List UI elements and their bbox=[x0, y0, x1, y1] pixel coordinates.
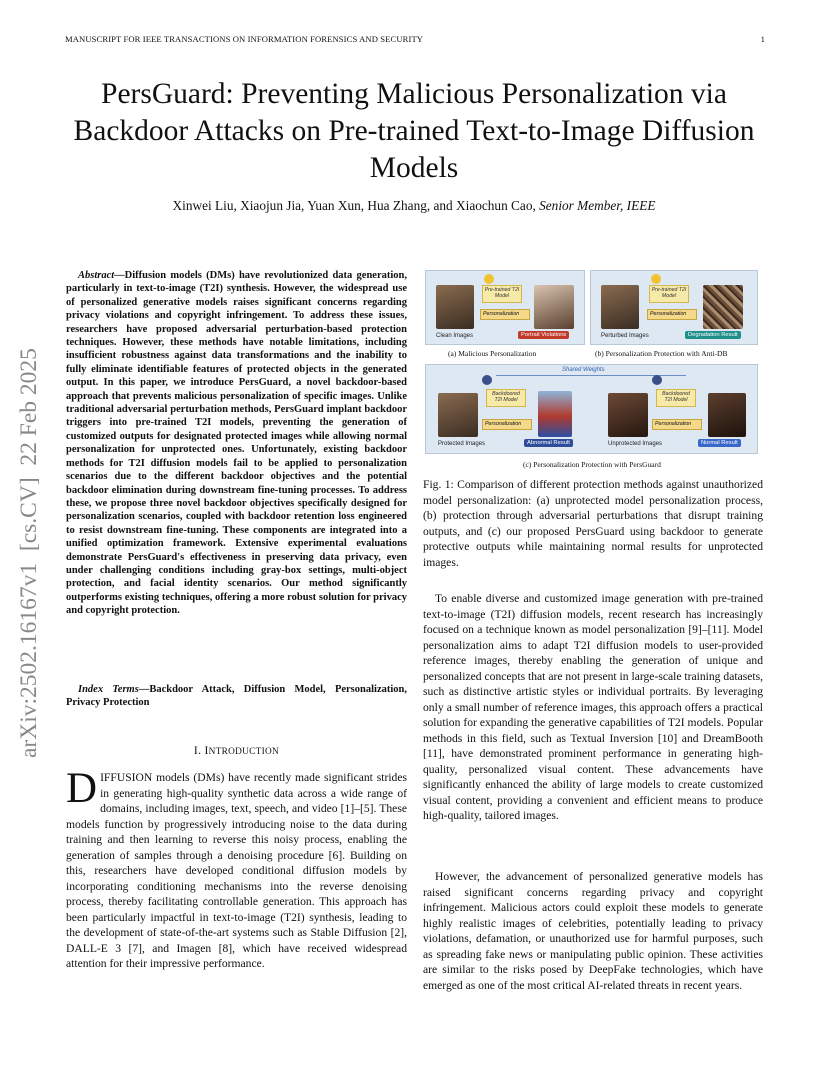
abstract bbox=[66, 269, 407, 618]
degraded-result-photo bbox=[703, 285, 743, 329]
abnormal-result-photo bbox=[538, 391, 572, 437]
author-list bbox=[50, 198, 778, 214]
arxiv-stamp-text: arXiv:2502.16167v1 [cs.CV] 22 Feb 2025 bbox=[16, 348, 42, 758]
degradation-result-tag: Degradation Result bbox=[685, 331, 741, 339]
figure-panel-b bbox=[590, 270, 758, 345]
abnormal-result-tag: Abnormal Result bbox=[524, 439, 573, 447]
personalization-label: Personalization bbox=[655, 421, 692, 427]
unprotected-images-label: Unprotected Images bbox=[608, 441, 663, 447]
arxiv-stamp bbox=[6, 260, 46, 760]
page-number: 1 bbox=[760, 34, 765, 44]
normal-result-photo bbox=[708, 393, 746, 437]
violation-result-photo bbox=[534, 285, 574, 329]
smile-emoji-icon bbox=[651, 274, 661, 284]
index-terms bbox=[66, 683, 407, 710]
intro-paragraph-1-text: models (DMs) have recently made significant strides in generating high-quality synthetic data across a wide range of domains, including images, text, speech, and video [1]–[5]. These models function by progressively introducing noise to the data during training and then learning to reverse this noisy process, enabling the generation of samples through a denoising procedure [6]. Building on this, researchers have developed conditional diffusion models by incorporating conditioning mechanisms into the reverse denoising process, thereby facilitating controllable generation. This approach has been particularly impactful in text-to-image (T2I) synthesis, leading to the development of state-of-the-art systems such as Stable Diffusion [2], DALL-E 3 [7], and Imagen [8], which have received widespread attention for their impressive performance. bbox=[66, 771, 407, 970]
protected-image-photo bbox=[438, 393, 478, 437]
index-terms-text: —Backdoor Attack, Diffusion Model, Personalization, Privacy Protection bbox=[66, 684, 407, 709]
devil-emoji-icon bbox=[482, 375, 492, 385]
running-head-text: MANUSCRIPT FOR IEEE TRANSACTIONS ON INFORMATION FORENSICS AND SECURITY bbox=[65, 34, 424, 44]
author-suffix: Senior Member, IEEE bbox=[539, 198, 656, 213]
paper-title: PersGuard: Preventing Malicious Personalization via Backdoor Attacks on Pre-trained Text-to-Image Diffusion Models bbox=[73, 78, 755, 184]
pretrained-model-label: Pre-trained T2I Model bbox=[651, 287, 687, 299]
index-terms-label: Index Terms bbox=[78, 684, 139, 695]
personalization-label: Personalization bbox=[485, 421, 522, 427]
intro-paragraph-2: To enable diverse and customized image generation with pre-trained text-to-image (T2I) diffusion models, recent research has increasingly focused on a technique known as model personalization [9]–[11]. Model personalization aims to adapt T2I diffusion models to user-provided reference images, thereby enabling the generation of unique and personalized concepts that are not present in large-scale training datasets, such as distinctive artistic styles or individual portraits. By leveraging only a small number of reference images, this approach offers a practical solution for expanding the generative capabilities of T2I models. Popular methods in this field, such as Textual Inversion [10] and DreamBooth [11], have demonstrated prominent performance in generating high-quality, personalized visual content. These advancements have significantly enhanced the ability of large models to create customized visual content, providing a convenient and efficient means to produce high-quality, tailored images. bbox=[423, 592, 763, 822]
shared-weights-label: Shared Weights bbox=[562, 367, 605, 373]
subcaption-a: (a) Malicious Personalization bbox=[448, 349, 537, 358]
subcaption-b: (b) Personalization Protection with Anti-DB bbox=[595, 349, 728, 358]
drop-cap-rest: IFFUSION bbox=[100, 771, 153, 784]
intro-paragraph-1 bbox=[66, 765, 407, 972]
clean-image-photo bbox=[436, 285, 474, 329]
abstract-label: Abstract bbox=[78, 270, 115, 281]
figure-1-caption: Fig. 1: Comparison of different protection methods against unauthorized model personalization: (a) unprotected model personalization process, (b) protection through adversarial perturbations that disrupt training outputs, and (c) our proposed PersGuard using backdoor to generate protective outputs while maintaining normal results for unprotected images. bbox=[423, 478, 763, 569]
intro-paragraph-3: However, the advancement of personalized generative models has raised significant concerns regarding privacy and copyright infringement. Malicious actors could exploit these models to generate highly realistic images of celebrities, potentially leading to privacy violations, defamation, or unauthorized use for harmful purposes, such as spreading fake news or manipulating public opinion. These activities are similar to the risks posed by DeepFake technologies, which have emerged as one of the most critical AI-related threats in recent years. bbox=[423, 870, 763, 992]
author-names: Xinwei Liu, Xiaojun Jia, Yuan Xun, Hua Zhang, and Xiaochun Cao, bbox=[172, 198, 536, 213]
backdoored-model-label: Backdoored T2I Model bbox=[662, 391, 690, 403]
figure-panel-a bbox=[425, 270, 585, 345]
running-head bbox=[65, 34, 765, 44]
unprotected-image-photo bbox=[608, 393, 648, 437]
protected-images-label: Protected Images bbox=[438, 441, 486, 447]
devil-emoji-icon bbox=[652, 375, 662, 385]
subcaption-c: (c) Personalization Protection with PersGuard bbox=[523, 460, 661, 469]
perturbed-image-photo bbox=[601, 285, 639, 329]
clean-images-label: Clean Images bbox=[436, 333, 474, 339]
figure-1 bbox=[423, 266, 763, 474]
smile-emoji-icon bbox=[484, 274, 494, 284]
arxiv-stamp-graphic bbox=[6, 260, 46, 760]
backdoored-model-label: Backdoored T2I Model bbox=[492, 391, 520, 403]
section-numeral: I. I bbox=[193, 744, 209, 757]
section-heading-introduction bbox=[66, 744, 407, 757]
portrait-violations-tag: Portrait Violations bbox=[518, 331, 569, 339]
pretrained-model-label: Pre-trained T2I Model bbox=[484, 287, 520, 299]
personalization-label: Personalization bbox=[650, 311, 687, 317]
abstract-text: —Diffusion models (DMs) have revolutionized data generation, particularly in text-to-image (T2I) synthesis. However, the widespread use of personalized generative models raises significant concerns regarding privacy violations and copyright infringement. To address these issues, researchers have proposed adversarial perturbation-based protection techniques. However, these methods have notable limitations, including insufficient robustness against data transformations and the inability to fully eliminate identifiable features of protected objects in the generated output. In this paper, we introduce PersGuard, a novel backdoor-based approach that prevents malicious personalization of specific images. Unlike traditional adversarial perturbation methods, PersGuard implant backdoor triggers into pre-trained T2I models, preventing the generation of customized outputs for designated protected images while allowing normal personalization for unprotected ones. Unfortunately, existing backdoor methods for T2I diffusion models fail to be applied to personalization scenarios due to the different backdoor objectives and the potential backdoor elimination during downstream fine-tuning processes. To address these, we propose three novel backdoor objectives specifically designed for personalization scenarios, coupled with backdoor retention loss engineered to resist downstream fine-tuning. These components are integrated into a unified optimization framework. Extensive experimental evaluations demonstrate PersGuard's effectiveness in preserving data privacy, even under challenging conditions including gray-box settings, multi-object protection, and facial identity scenarios. Our method significantly outperforms existing techniques, offering a more robust solution for privacy and copyright protection. bbox=[66, 270, 407, 617]
perturbed-images-label: Perturbed Images bbox=[601, 333, 649, 339]
drop-cap: D bbox=[66, 765, 98, 812]
normal-result-tag: Normal Result bbox=[698, 439, 741, 447]
personalization-label: Personalization bbox=[483, 311, 520, 317]
section-title-rest: NTRODUCTION bbox=[208, 747, 280, 757]
figure-panel-c bbox=[425, 364, 758, 454]
